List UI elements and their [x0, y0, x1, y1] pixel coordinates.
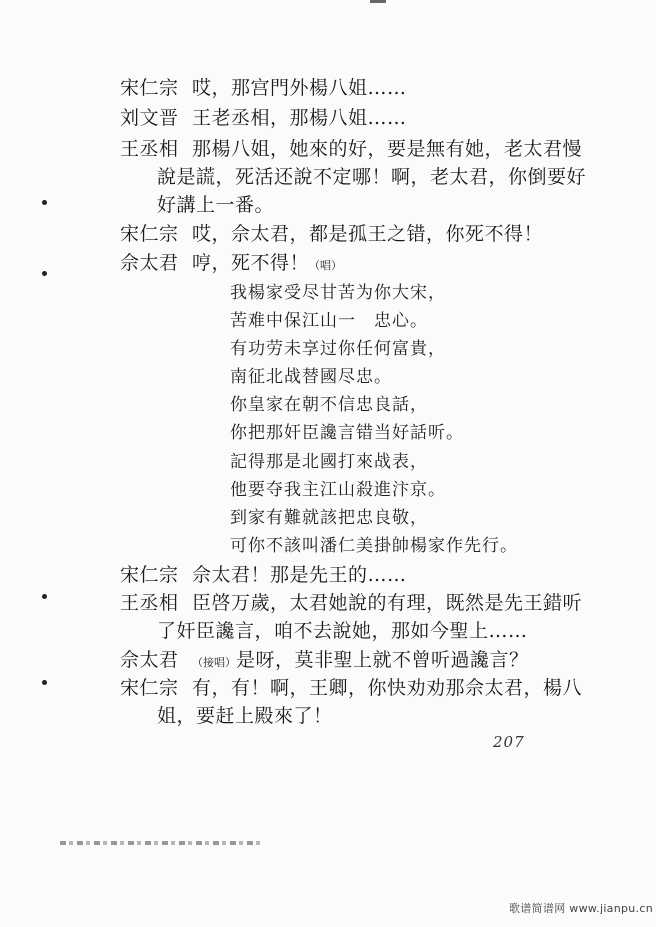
dialogue-continuation [157, 193, 274, 217]
dialogue-text: 是呀，莫非聖上就不曾听過讒言？ [236, 649, 529, 671]
dialogue-line [120, 591, 582, 615]
dialogue-text: 姐，要赶上殿來了！ [157, 705, 333, 727]
dialogue-line [120, 106, 407, 130]
verse-line: 我楊家受尽甘苦为你大宋， [230, 283, 446, 303]
scan-artifact-dashes [60, 841, 260, 845]
binding-hole-mark [42, 271, 47, 276]
speaker-name: 佘太君 [120, 252, 179, 274]
verse-line: 到家有難就該把忠良敬， [230, 508, 428, 528]
dialogue-text: 哎，那宫門外楊八姐…… [192, 77, 407, 99]
verse-line: 你皇家在朝不信忠良話， [230, 395, 428, 415]
verse-line: 他要夺我主江山殺進汴京。 [230, 480, 446, 500]
binding-hole-mark [42, 594, 47, 599]
speaker-name: 刘文晋 [120, 107, 179, 129]
dialogue-text: 哼，死不得！ [192, 252, 310, 274]
dialogue-line [120, 648, 529, 675]
speaker-name: 宋仁宗 [120, 564, 179, 586]
dialogue-text: 那楊八姐，她來的好，要是無有她，老太君慢 [192, 138, 583, 160]
dialogue-text: 哎，佘太君，都是孤王之错，你死不得！ [192, 223, 544, 245]
dialogue-text: 說是謊，死活还說不定哪！啊，老太君，你倒要好 [157, 166, 587, 188]
verse-line: 苦难中保江山一 忠心。 [230, 311, 428, 331]
speaker-name: 王丞相 [120, 592, 179, 614]
dialogue-text: 好講上一番。 [157, 194, 275, 216]
binding-hole-mark [42, 200, 47, 205]
dialogue-line [120, 76, 407, 100]
dialogue-text: 有，有！啊，王卿，你快劝劝那佘太君，楊八 [192, 677, 583, 699]
stage-direction: （接唱） [192, 656, 236, 669]
speaker-name: 王丞相 [120, 138, 179, 160]
dialogue-text: 了奸臣讒言，咱不去說她，那如今聖上…… [157, 620, 528, 642]
stage-direction: （唱） [309, 259, 343, 272]
dialogue-line [120, 676, 582, 700]
verse-line: 記得那是北國打來战表， [230, 452, 428, 472]
dialogue-line [120, 563, 407, 587]
page-number: 207 [493, 733, 525, 751]
speaker-name: 宋仁宗 [120, 677, 179, 699]
speaker-name: 佘太君 [120, 649, 179, 671]
dialogue-continuation [157, 165, 586, 189]
dialogue-continuation [157, 704, 333, 728]
verse-line: 你把那奸臣讒言错当好話听。 [230, 423, 464, 443]
verse-line: 可你不該叫潘仁美掛帥楊家作先行。 [230, 536, 518, 556]
verse-line: 有功劳未享过你任何富貴， [230, 339, 446, 359]
speaker-name: 宋仁宗 [120, 223, 179, 245]
speaker-name: 宋仁宗 [120, 77, 179, 99]
dialogue-continuation [157, 619, 528, 643]
dialogue-text: 佘太君！那是先王的…… [192, 564, 407, 586]
dialogue-line [120, 222, 543, 246]
dialogue-text: 王老丞相，那楊八姐…… [192, 107, 407, 129]
site-watermark: 歌谱简谱网 www.jianpu.cn [509, 902, 653, 915]
binding-hole-mark [42, 680, 47, 685]
dialogue-line [120, 251, 342, 278]
dialogue-text: 臣啓万歲，太君她說的有理，既然是先王錯听 [192, 592, 583, 614]
scan-artifact [370, 0, 386, 3]
dialogue-line [120, 137, 582, 161]
verse-line: 南征北战替國尽忠。 [230, 367, 392, 387]
